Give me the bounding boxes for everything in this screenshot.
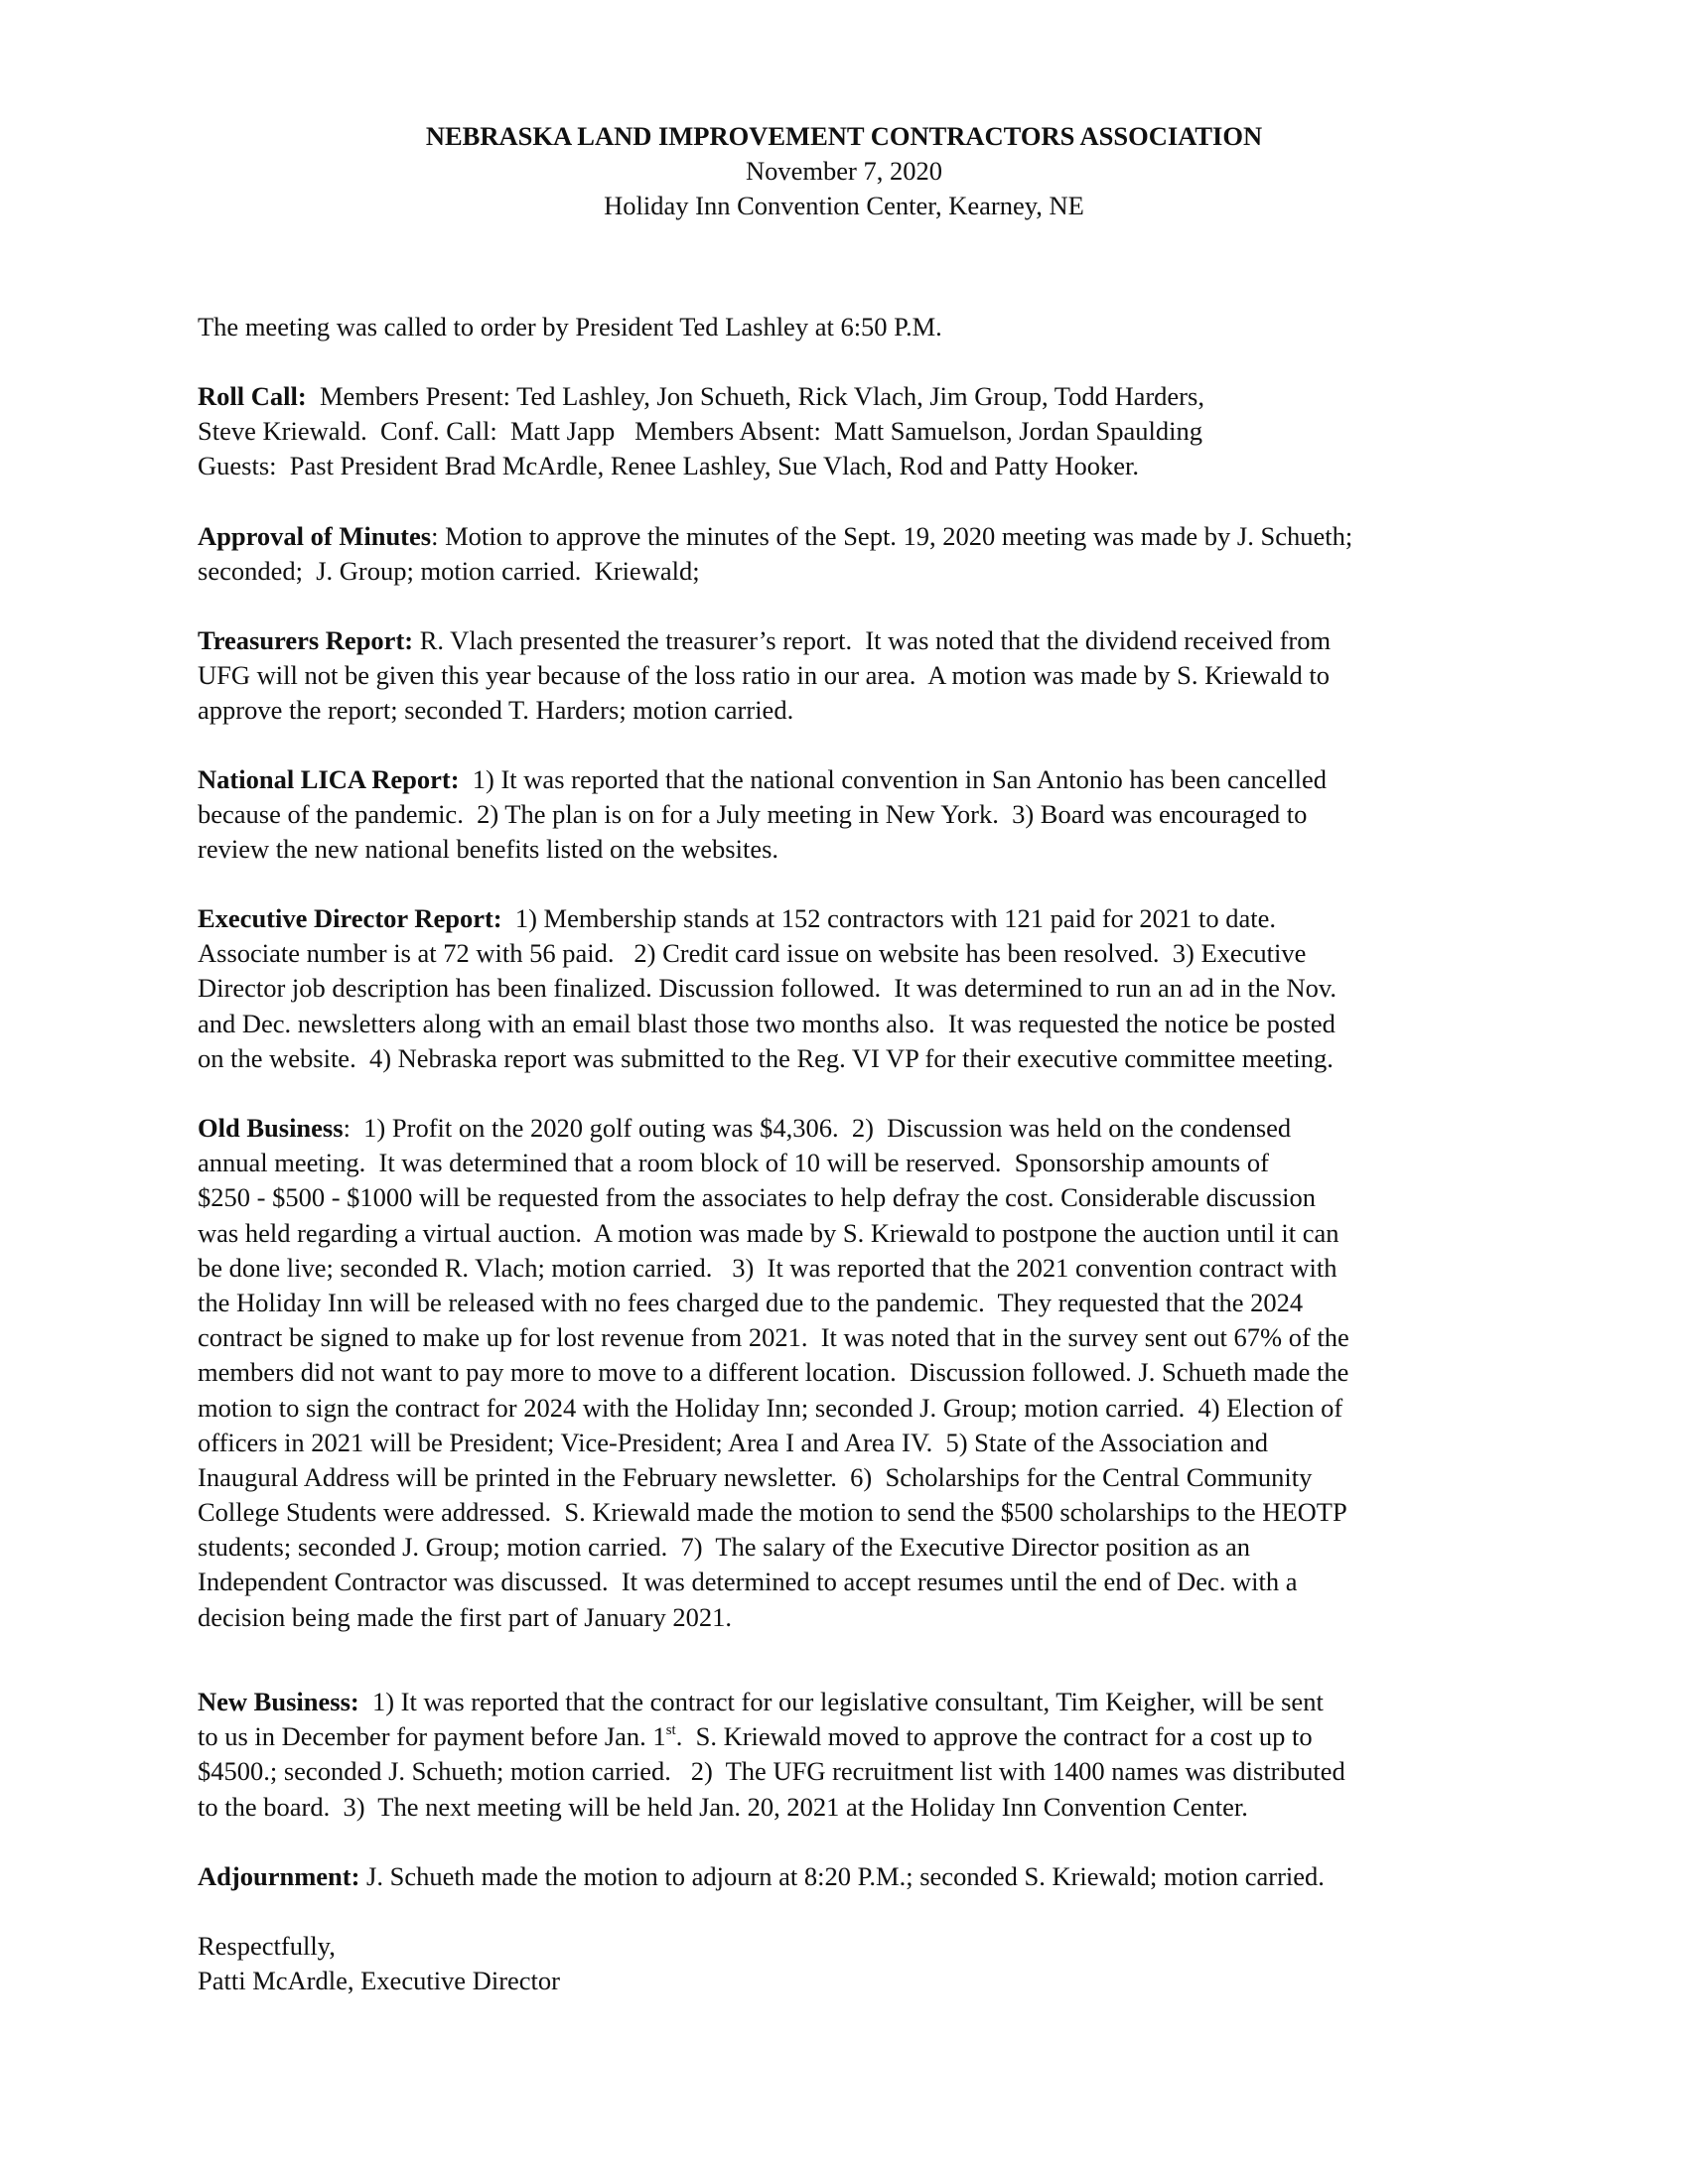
section-text: contract be signed to make up for lost revenue from 2021. It was noted that in the survey sent out 67% of the: [198, 1322, 1349, 1353]
section-text: : Motion to approve the minutes of the Sept. 19, 2020 meeting was made by J. Schueth;: [431, 521, 1353, 551]
section-text: was held regarding a virtual auction. A motion was made by S. Kriewald to postpone the auction until it can: [198, 1217, 1339, 1248]
section-text: Guests: Past President Brad McArdle, Renee Lashley, Sue Vlach, Rod and Patty Hooker.: [198, 451, 1139, 481]
section-text: be done live; seconded R. Vlach; motion carried. 3) It was reported that the 2021 convention contract with: [198, 1252, 1337, 1283]
ordinal-suffix: st: [665, 1722, 676, 1739]
section-text: $4500.; seconded J. Schueth; motion carried. 2) The UFG recruitment list with 1400 names was distributed: [198, 1756, 1345, 1787]
section-label: National LICA Report:: [198, 764, 460, 794]
section-text: 1) Membership stands at 152 contractors with 121 paid for 2021 to date.: [501, 903, 1276, 933]
meeting-location: Holiday Inn Convention Center, Kearney, NE: [604, 191, 1084, 220]
section-text: motion to sign the contract for 2024 with the Holiday Inn; seconded J. Group; motion carried. 4) Election of: [198, 1392, 1343, 1423]
document-header: [0, 119, 1688, 223]
section-adjournment: [198, 1859, 1518, 1894]
section-text: Director job description has been finalized. Discussion followed. It was determined to run an ad in the Nov.: [198, 973, 1337, 1004]
section-text: Members Present: Ted Lashley, Jon Schueth, Rick Vlach, Jim Group, Todd Harders,: [306, 381, 1204, 411]
call-to-order: [198, 310, 1518, 344]
section-text: the Holiday Inn will be released with no fees charged due to the pandemic. They requested that the 2024: [198, 1287, 1304, 1317]
section-text: $250 - $500 - $1000 will be requested from the associates to help defray the cost. Considerable discussion: [198, 1182, 1316, 1213]
section-text: decision being made the first part of January 2021.: [198, 1601, 732, 1632]
section-label: Treasurers Report:: [198, 625, 414, 655]
section-text: to us in December for payment before Jan. 1: [198, 1721, 666, 1752]
section-executive-director-report: [198, 901, 1518, 1076]
section-text: Steve Kriewald. Conf. Call: Matt Japp Members Absent: Matt Samuelson, Jordan Spaulding: [198, 416, 1203, 447]
section-approval-of-minutes: [198, 519, 1518, 589]
section-text: UFG will not be given this year because of the loss ratio in our area. A motion was made by S. Kriewald to: [198, 660, 1331, 691]
section-text: J. Schueth made the motion to adjourn at 8:20 P.M.; seconded S. Kriewald; motion carried.: [359, 1861, 1325, 1891]
section-text: to the board. 3) The next meeting will be held Jan. 20, 2021 at the Holiday Inn Convention Center.: [198, 1791, 1248, 1822]
section-text: because of the pandemic. 2) The plan is on for a July meeting in New York. 3) Board was encouraged to: [198, 799, 1308, 830]
closing: Respectfully,: [198, 1931, 336, 1961]
section-text: annual meeting. It was determined that a room block of 10 will be reserved. Sponsorship amounts of: [198, 1148, 1269, 1178]
section-label: Roll Call:: [198, 381, 307, 411]
section-text: Associate number is at 72 with 56 paid. 2) Credit card issue on website has been resolved. 3) Executive: [198, 938, 1307, 969]
section-text: officers in 2021 will be President; Vice-President; Area I and Area IV. 5) State of the Association and: [198, 1427, 1269, 1457]
section-label: Approval of Minutes: [198, 521, 432, 551]
section-roll-call: [198, 379, 1518, 484]
section-new-business: [198, 1685, 1518, 1825]
section-text: College Students were addressed. S. Kriewald made the motion to send the $500 scholarships to the HEOTP: [198, 1497, 1347, 1528]
section-label: New Business:: [198, 1687, 359, 1716]
section-label: Old Business: [198, 1113, 344, 1143]
section-text: students; seconded J. Group; motion carried. 7) The salary of the Executive Director position as an: [198, 1532, 1250, 1563]
meeting-date: November 7, 2020: [746, 156, 942, 186]
organization-title: NEBRASKA LAND IMPROVEMENT CONTRACTORS ASSOCIATION: [425, 121, 1263, 151]
section-text: seconded; J. Group; motion carried. Kriewald;: [198, 556, 700, 587]
section-old-business: [198, 1111, 1518, 1635]
section-national-lica-report: [198, 762, 1518, 868]
section-text: : 1) Profit on the 2020 golf outing was $4,306. 2) Discussion was held on the condensed: [343, 1113, 1292, 1143]
section-text: Independent Contractor was discussed. It was determined to accept resumes until the end of Dec. with a: [198, 1567, 1298, 1597]
section-text: 1) It was reported that the national convention in San Antonio has been cancelled: [459, 764, 1328, 794]
call-to-order-text: The meeting was called to order by President Ted Lashley at 6:50 P.M.: [198, 312, 942, 341]
section-text: R. Vlach presented the treasurer’s report. It was noted that the dividend received from: [413, 625, 1332, 655]
section-text: on the website. 4) Nebraska report was submitted to the Reg. VI VP for their executive committee meeting.: [198, 1042, 1334, 1073]
section-text: review the new national benefits listed on the websites.: [198, 834, 779, 865]
section-text: . S. Kriewald moved to approve the contract for a cost up to: [675, 1721, 1313, 1752]
section-text: Inaugural Address will be printed in the February newsletter. 6) Scholarships for the Central Community: [198, 1461, 1313, 1492]
section-text: members did not want to pay more to move to a different location. Discussion followed. J. Schueth made the: [198, 1357, 1349, 1388]
section-text: and Dec. newsletters along with an email blast those two months also. It was requested the notice be posted: [198, 1008, 1336, 1038]
section-text: 1) It was reported that the contract for our legislative consultant, Tim Keigher, will be sent: [358, 1687, 1324, 1716]
signatory-name: Patti McArdle, Executive Director: [198, 1966, 560, 1996]
section-treasurers-report: [198, 623, 1518, 729]
section-label: Executive Director Report:: [198, 903, 502, 933]
section-text: approve the report; seconded T. Harders; motion carried.: [198, 695, 794, 726]
section-label: Adjournment:: [198, 1861, 360, 1891]
signature-block: [198, 1929, 1518, 1998]
